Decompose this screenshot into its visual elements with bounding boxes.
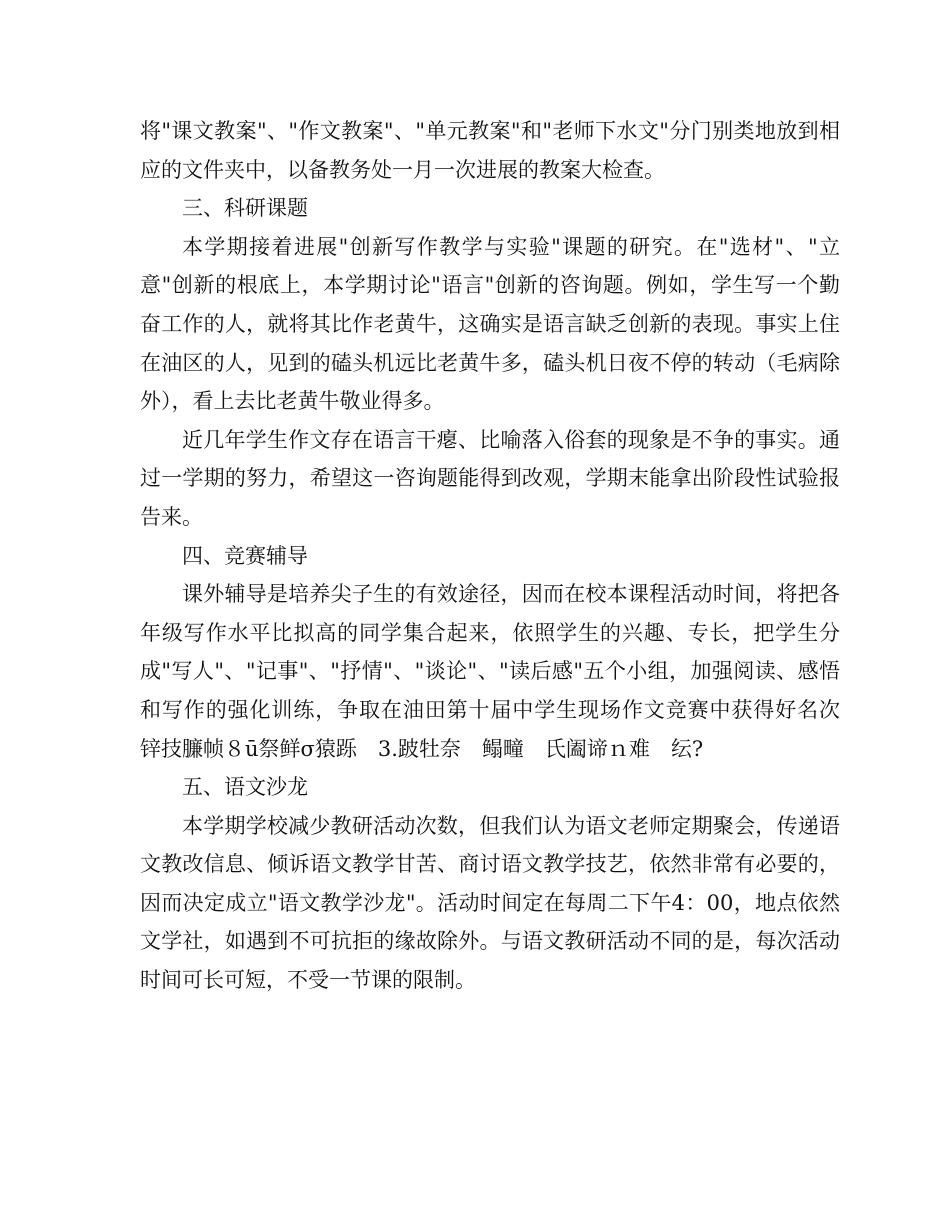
section-heading-research: 三、科研课题 [182,196,308,221]
paragraph-lesson-plans: 将"课文教案"、"作文教案"、"单元教案"和"老师下水文"分门别类地放到相应的文件夹中，以备教务处一月一次进展的教案大检查。 [140,119,840,182]
paragraph-research-topic: 本学期接着进展"创新写作教学与实验"课题的研究。在"选材"、"立意"创新的根底上，本学期讨论"语言"创新的咨询题。例如，学生写一个勤奋工作的人，就将其比作老黄牛，这确实是语言缺乏创新的表现。事实上住在油区的人，见到的磕头机远比老黄牛多，磕头机日夜不停的转动（毛病除外），看上去比老黄牛敬业得多。 [140,234,840,414]
paragraph-research-goal: 近几年学生作文存在语言干瘪、比喻落入俗套的现象是不争的事实。通过一学期的努力，希望这一咨询题能得到改观，学期末能拿出阶段性试验报告来。 [140,427,840,529]
section-heading-salon: 五、语文沙龙 [182,775,308,800]
paragraph-salon-details: 本学期学校减少教研活动次数，但我们认为语文老师定期聚会，传递语文教改信息、倾诉语文教学甘苦、商讨语文教学技艺，依然非常有必要的，因而决定成立"语文教学沙龙"。活动时间定在每周二下午4：00，地点依然文学社，如遇到不可抗拒的缘故除外。与语文教研活动不同的是，每次活动时间可长可短，不受一节课的限制。 [140,813,840,993]
section-heading-competition: 四、竞赛辅导 [182,543,308,568]
paragraph-competition-coaching: 课外辅导是培养尖子生的有效途径，因而在校本课程活动时间，将把各年级写作水平比拟高的同学集合起来，依照学生的兴趣、专长，把学生分成"写人"、"记事"、"抒情"、"谈论"、"读后感"五个小组，加强阅读、感悟和写作的强化训练，争取在油田第十届中学生现场作文竞赛中获得好名次 锌技臁帧８ū祭鲜σ猿跞 3.跛牡奈 鳎疃 氏阖谛ｎ难 纭? [140,582,882,761]
document-body [140,112,882,1000]
